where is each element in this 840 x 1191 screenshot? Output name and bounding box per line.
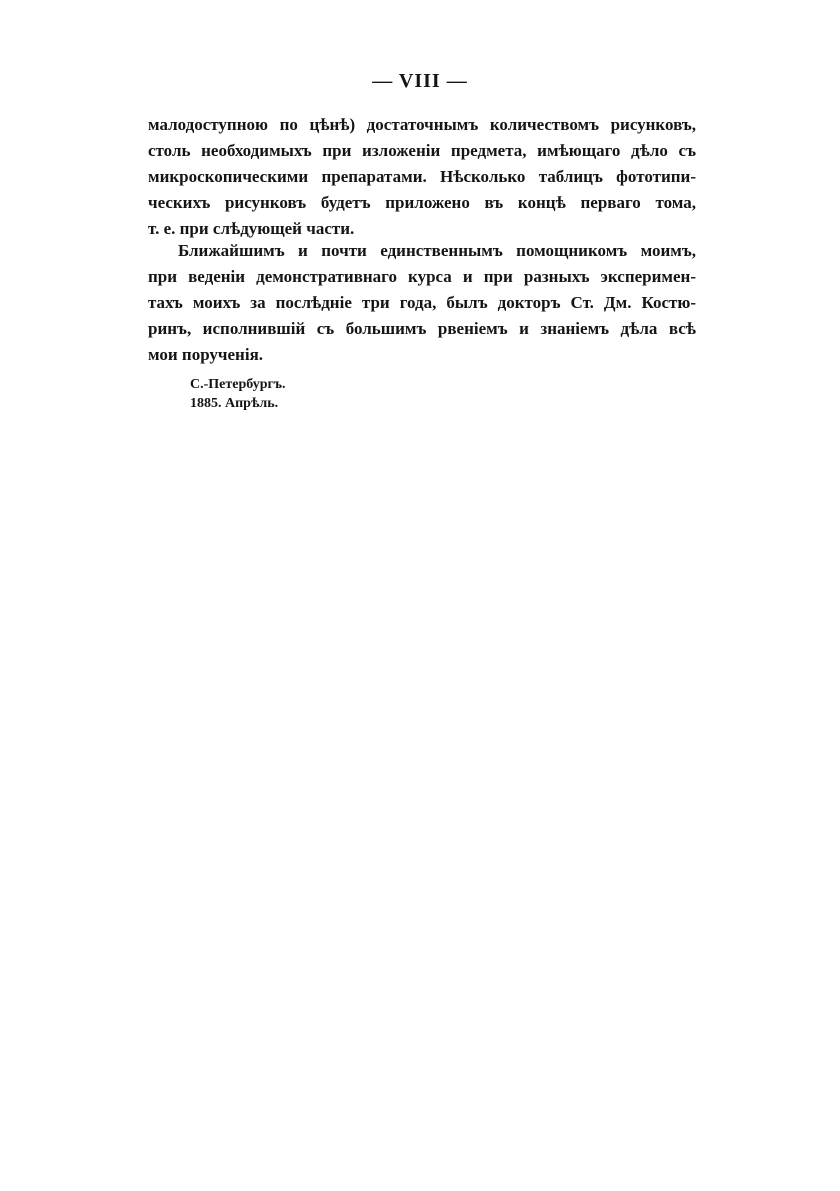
text-line: столь необходимыхъ при изложеніи предмета, имѣющаго дѣло съ (148, 141, 696, 160)
text-line: ческихъ рисунковъ будетъ приложено въ концѣ перваго тома, (148, 193, 696, 212)
paragraph-1 (148, 112, 696, 242)
paragraph-2 (148, 238, 696, 368)
text-line: мои порученія. (148, 345, 264, 364)
text-line: при веденіи демонстративнаго курса и при разныхъ эксперимен- (148, 267, 696, 286)
page-number: — VIII — (372, 70, 468, 92)
text-line: т. е. при слѣдующей части. (148, 219, 355, 238)
text-line: ринъ, исполнившій съ большимъ рвеніемъ и знаніемъ дѣла всѣ (148, 319, 696, 338)
text-line: Ближайшимъ и почти единственнымъ помощникомъ моимъ, (178, 241, 696, 260)
signature-place: С.-Петербургъ. (190, 377, 286, 392)
signature-block (190, 375, 286, 413)
signature-date: 1885. Апрѣль. (190, 396, 279, 411)
text-line: тахъ моихъ за послѣдніе три года, былъ докторъ Ст. Дм. Костю- (148, 293, 696, 312)
text-line: микроскопическими препаратами. Нѣсколько таблицъ фототипи- (148, 167, 696, 186)
text-line: малодоступною по цѣнѣ) достаточнымъ количествомъ рисунковъ, (148, 115, 696, 134)
